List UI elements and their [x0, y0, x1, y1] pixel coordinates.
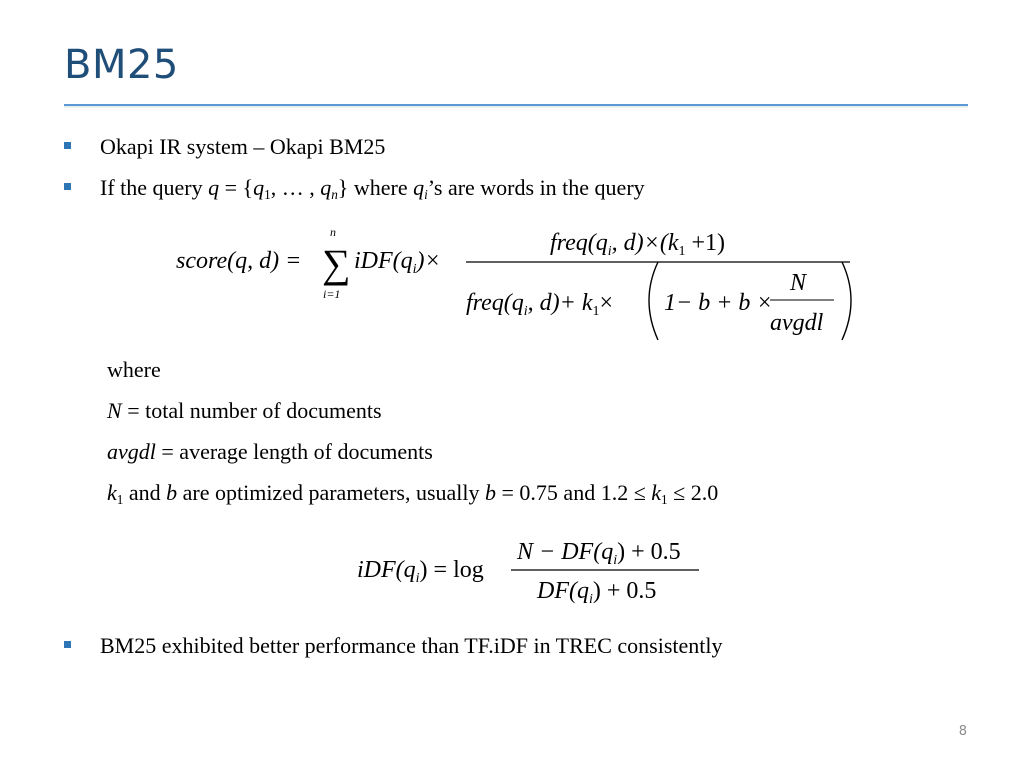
- den-k-sub: 1: [592, 304, 600, 319]
- bullet-marker: [64, 641, 71, 648]
- num-k-sub: 1: [678, 244, 686, 259]
- page-number: 8: [958, 724, 967, 739]
- svg-text:iDF(qi)×: [354, 248, 441, 277]
- idf-den-sub: i: [588, 592, 593, 607]
- svg-text:freq(qi, d)+ k1×: [466, 290, 613, 319]
- def-n-text: = total number of documents: [121, 398, 382, 423]
- query-q1: q: [253, 175, 265, 200]
- idf-num: N − DF(q: [517, 539, 614, 565]
- svg-text:N − DF(qi) + 0.5: [516, 539, 681, 568]
- svg-text:DF(qi) + 0.5: [536, 578, 656, 607]
- score-formula-svg: [170, 220, 870, 350]
- svg-text:freq(qi, d)×(k1 +1): [550, 230, 725, 259]
- idf-lhs: iDF(q: [357, 557, 416, 583]
- idf-lhs-end: ) = log: [419, 557, 484, 583]
- param-end: ≤ 2.0: [667, 480, 719, 505]
- param-b2: b: [485, 480, 497, 505]
- sum-symbol: ∑: [322, 241, 351, 286]
- score-formula: [170, 220, 870, 355]
- idf-formula: [355, 532, 715, 617]
- idf-den-end: ) + 0.5: [592, 578, 657, 604]
- den-times: ×: [599, 290, 614, 316]
- query-eq: = {: [219, 175, 254, 200]
- right-paren: [842, 262, 851, 340]
- bullet-okapi-text: Okapi IR system – Okapi BM25: [100, 134, 386, 159]
- idf-term: iDF(q: [354, 248, 413, 274]
- den-inner: 1− b + b ×: [664, 290, 773, 316]
- bullet-marker: [64, 183, 71, 190]
- sum-bottom: i=1: [323, 287, 341, 301]
- param-k2-sub: 1: [661, 492, 668, 507]
- param-k: k: [107, 480, 117, 505]
- title-divider-shadow: [64, 106, 968, 109]
- query-suffix: ’s are words in the query: [427, 175, 645, 200]
- bullet-marker: [64, 142, 71, 149]
- def-params: [107, 480, 718, 513]
- query-mid: , … ,: [270, 175, 321, 200]
- idf-num-sub: i: [613, 553, 618, 568]
- idf-close: )×: [416, 248, 441, 274]
- idf-sub: i: [412, 262, 417, 277]
- query-q1-sub: 1: [264, 187, 271, 202]
- num-freq: freq(q: [550, 230, 608, 256]
- param-k2: k: [651, 480, 662, 505]
- idf-lhs-sub: i: [415, 571, 420, 586]
- def-n: [107, 398, 382, 424]
- query-qn-sub: n: [331, 187, 338, 202]
- idf-formula-svg: [355, 532, 715, 612]
- query-qi-sub: i: [424, 187, 428, 202]
- idf-den: DF(q: [537, 578, 589, 604]
- bullet-bm25-text: BM25 exhibited better performance than TF.iDF in TREC consistently: [100, 633, 723, 658]
- slide-title: BM25: [64, 42, 179, 88]
- where-text: where: [107, 357, 161, 382]
- inner-numerator: N: [790, 270, 807, 296]
- left-paren: [649, 262, 658, 340]
- def-avgdl: [107, 439, 433, 465]
- query-qn: q: [320, 175, 332, 200]
- den-rest: , d)+ k: [527, 290, 593, 316]
- svg-text:iDF(qi) = log: [357, 557, 484, 586]
- num-rest: , d)×(k: [611, 230, 679, 256]
- den-freq: freq(q: [466, 290, 524, 316]
- score-lhs: score(q, d) =: [176, 248, 302, 274]
- query-q: q: [208, 175, 220, 200]
- query-close: } where: [337, 175, 414, 200]
- param-and: and: [123, 480, 167, 505]
- query-prefix: If the query: [100, 175, 209, 200]
- def-n-var: N: [107, 398, 122, 423]
- inner-denominator: avgdl: [770, 310, 824, 336]
- param-text: are optimized parameters, usually: [177, 480, 486, 505]
- bullet-query: [100, 175, 645, 208]
- sum-top: n: [330, 225, 336, 239]
- param-k-sub: 1: [116, 492, 124, 507]
- bullet-bm25-performance: [100, 633, 723, 659]
- param-b: b: [166, 480, 178, 505]
- param-b-eq: = 0.75 and 1.2 ≤: [496, 480, 652, 505]
- num-sub: i: [607, 244, 612, 259]
- def-avgdl-text: = average length of documents: [155, 439, 433, 464]
- query-qi: q: [413, 175, 425, 200]
- def-avgdl-var: avgdl: [107, 439, 156, 464]
- bullet-okapi: [100, 134, 385, 160]
- idf-num-end: ) + 0.5: [617, 539, 681, 565]
- den-sub: i: [523, 304, 528, 319]
- where-label: [107, 357, 161, 383]
- num-end: +1): [685, 230, 726, 256]
